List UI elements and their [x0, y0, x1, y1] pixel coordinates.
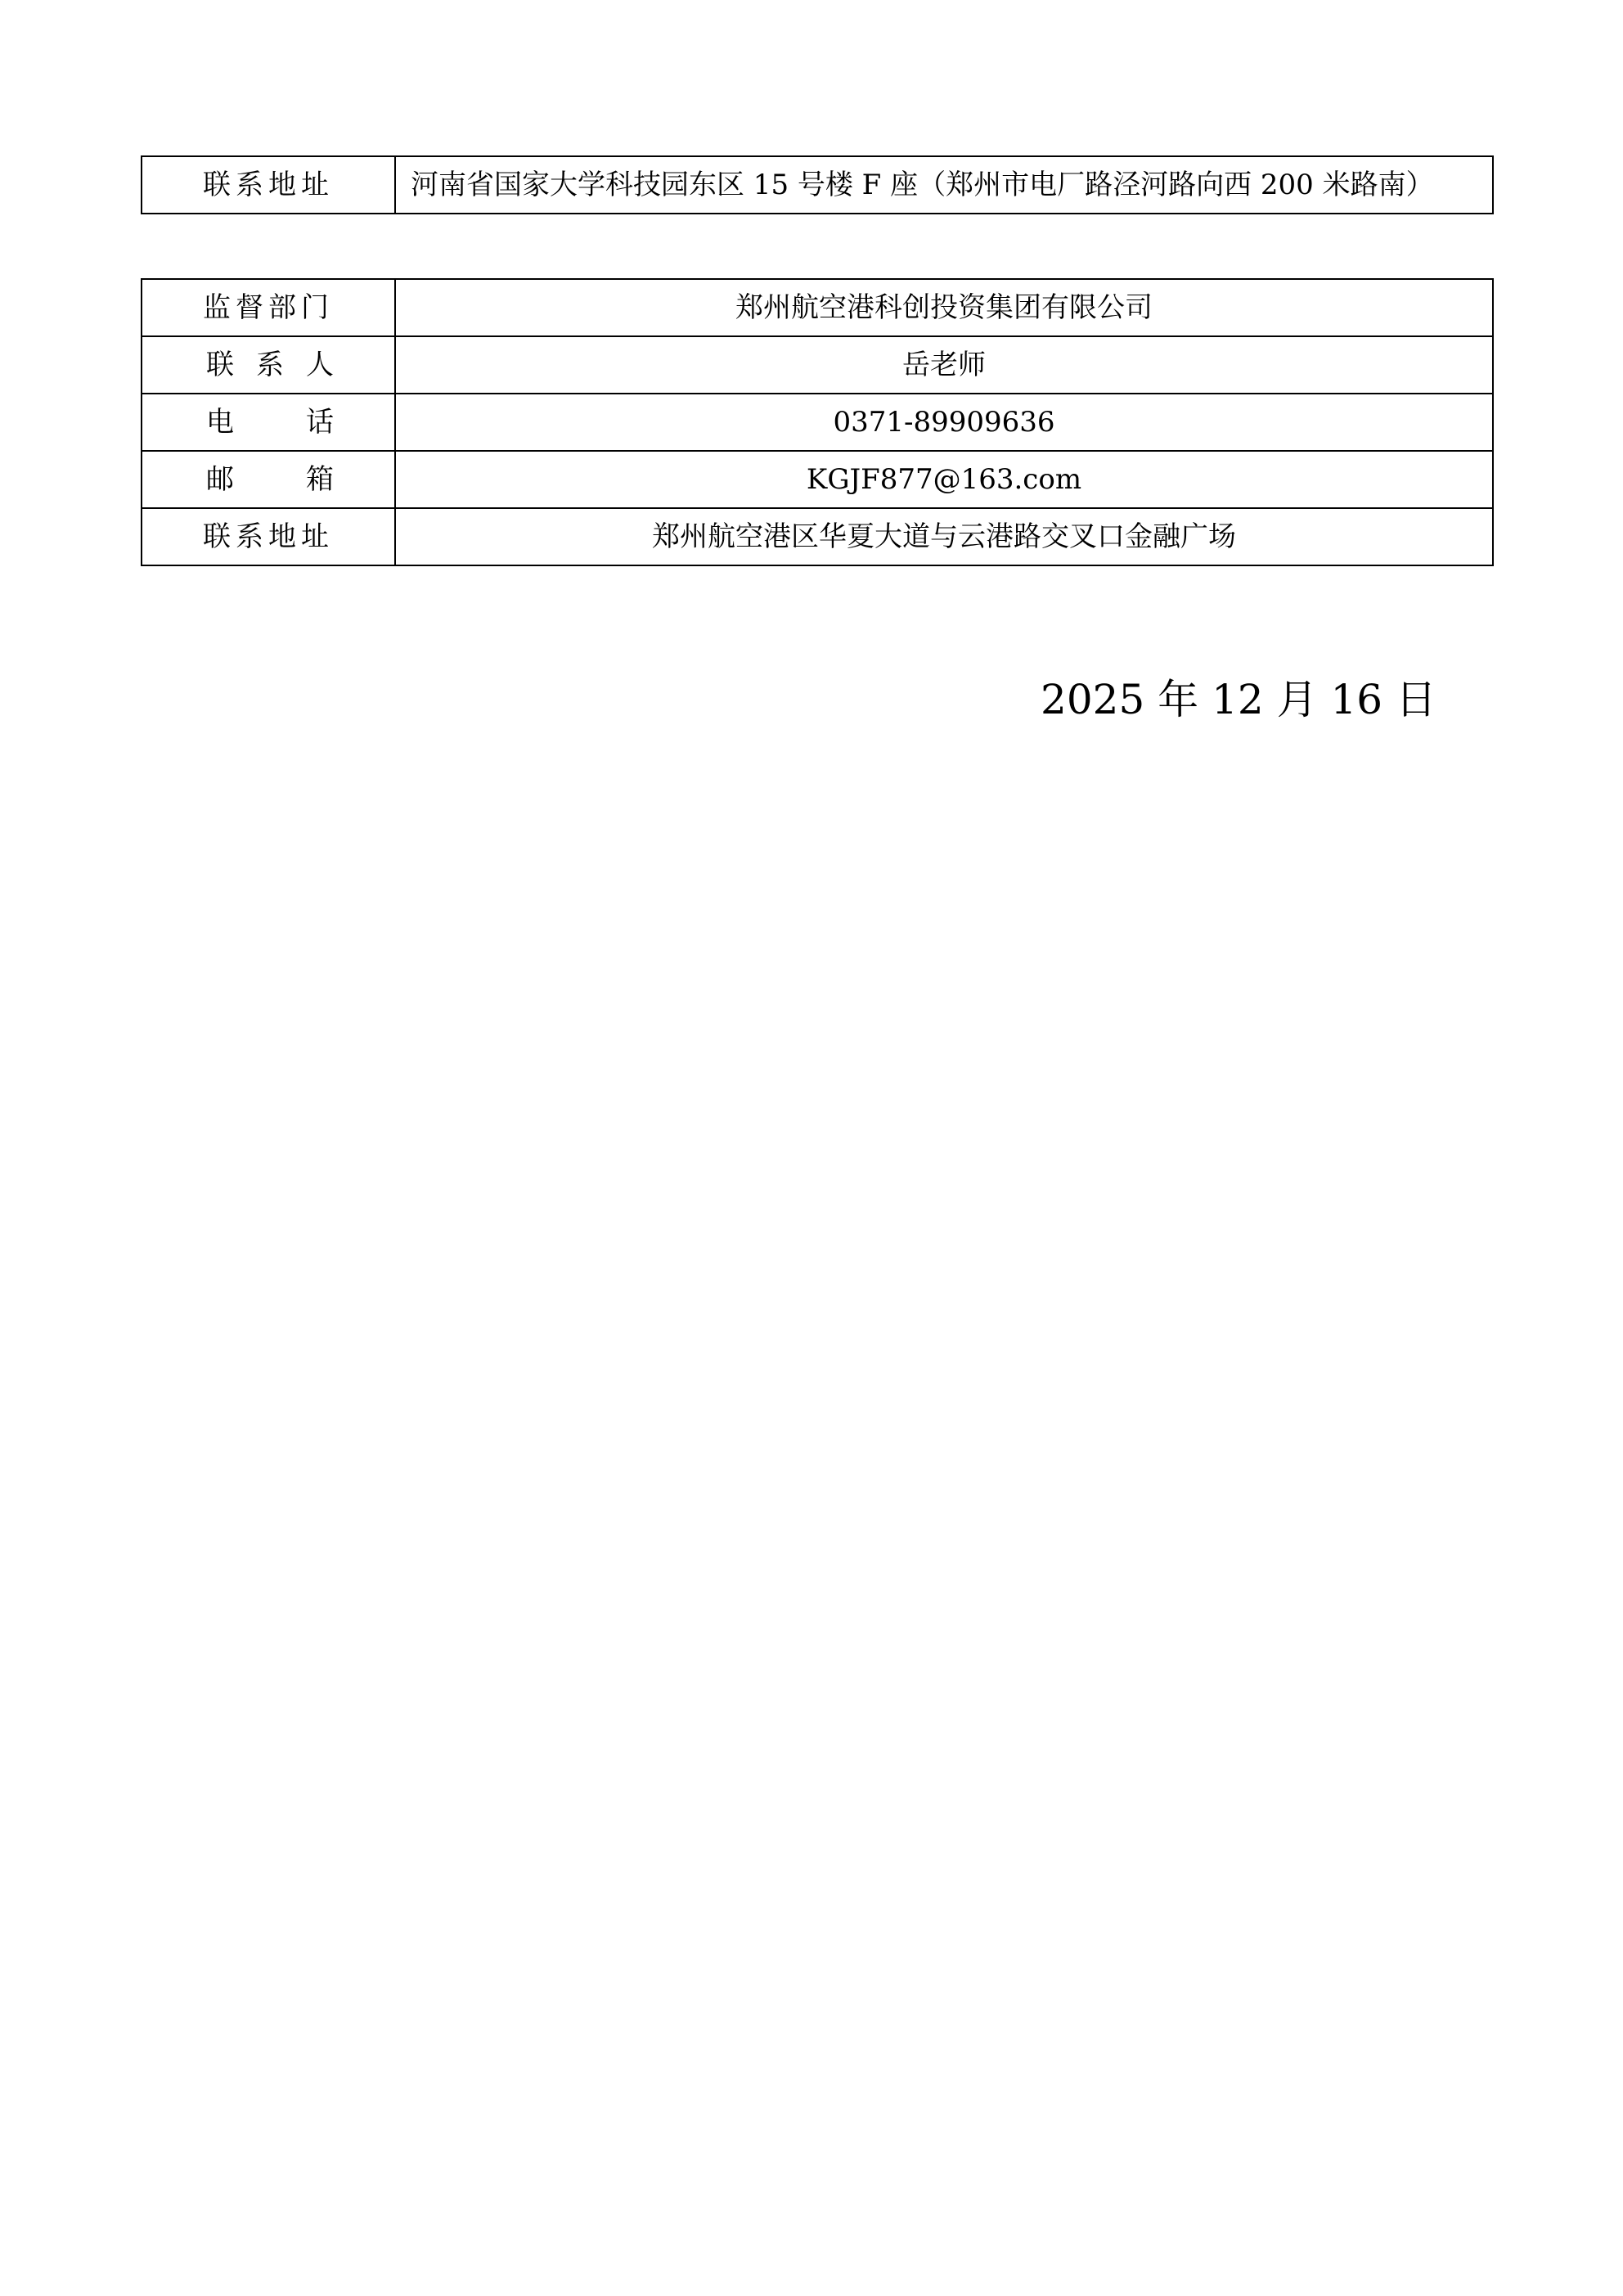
- email-value: KGJF877@163.com: [395, 451, 1493, 508]
- supervisor-label: 监督部门: [142, 279, 395, 336]
- table-row: [142, 279, 1493, 336]
- supervision-address-value: 郑州航空港区华夏大道与云港路交叉口金融广场: [395, 508, 1493, 565]
- supervision-table: [141, 278, 1494, 566]
- supervision-address-label: 联系地址: [142, 508, 395, 565]
- phone-label: 电 话: [142, 394, 395, 451]
- supervisor-value: 郑州航空港科创投资集团有限公司: [395, 279, 1493, 336]
- contact-table: [141, 155, 1494, 214]
- contact-person-label: 联 系 人: [142, 336, 395, 394]
- table-row: [142, 156, 1493, 214]
- table-row: [142, 451, 1493, 508]
- address-label: 联系地址: [142, 156, 395, 214]
- table-row: [142, 508, 1493, 565]
- table-row: [142, 394, 1493, 451]
- contact-person-value: 岳老师: [395, 336, 1493, 394]
- email-label: 邮 箱: [142, 451, 395, 508]
- phone-value: 0371-89909636: [395, 394, 1493, 451]
- document-date: 2025 年 12 月 16 日: [1041, 676, 1436, 723]
- address-value: 河南省国家大学科技园东区 15 号楼 F 座（郑州市电厂路泾河路向西 200 米路南）: [395, 156, 1493, 214]
- table-row: [142, 336, 1493, 394]
